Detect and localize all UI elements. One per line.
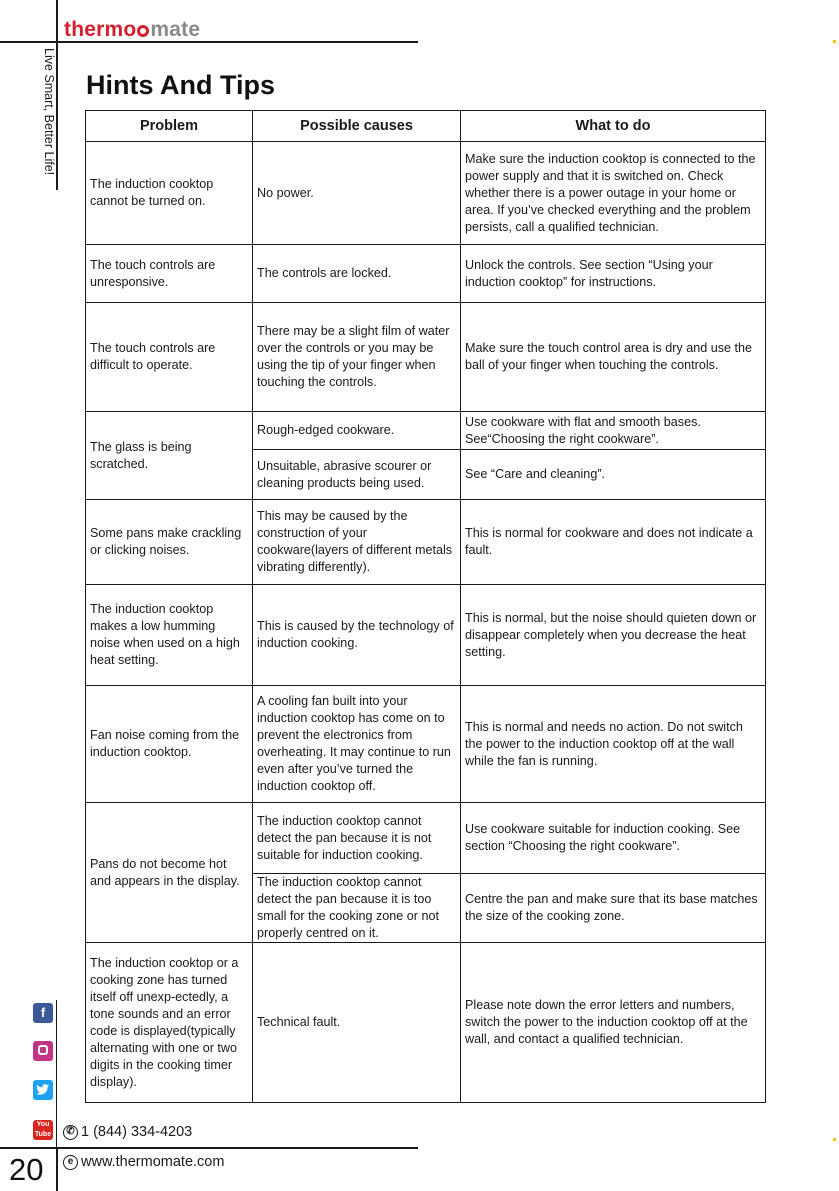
- hints-table: [85, 110, 766, 1103]
- cause-cell: The induction cooktop cannot detect the pan because it is too small for the cooking zone or not properly centred on it.: [253, 874, 461, 943]
- table-row: [86, 803, 766, 874]
- column-header-actions: What to do: [461, 111, 766, 142]
- problem-cell: The glass is being scratched.: [86, 412, 253, 500]
- cause-cell: No power.: [253, 142, 461, 245]
- header-vertical-rule: [56, 0, 58, 190]
- column-header-causes: Possible causes: [253, 111, 461, 142]
- brand-logo: thermo mate: [64, 18, 201, 41]
- problem-cell: Some pans make crackling or clicking noises.: [86, 500, 253, 585]
- footer-horizontal-rule: [0, 1147, 418, 1149]
- problem-cell: The induction cooktop or a cooking zone has turned itself off unexp-ectedly, a tone sounds and an error code is displayed(typically alternating with one or two digits in the cooking timer display).: [86, 943, 253, 1103]
- problem-cell: The touch controls are unresponsive.: [86, 245, 253, 303]
- instagram-icon[interactable]: [33, 1041, 53, 1061]
- action-cell: Make sure the touch control area is dry and use the ball of your finger when touching the controls.: [461, 303, 766, 412]
- cause-cell: Rough-edged cookware.: [253, 412, 461, 450]
- table-row: [86, 585, 766, 686]
- website-url: www.thermomate.com: [81, 1154, 225, 1170]
- edge-mark: [833, 1138, 836, 1141]
- facebook-icon[interactable]: f: [33, 1003, 53, 1023]
- youtube-icon[interactable]: You Tube: [34, 1121, 52, 1138]
- problem-cell: Fan noise coming from the induction cooktop.: [86, 686, 253, 803]
- action-cell: Unlock the controls. See section “Using your induction cooktop” for instructions.: [461, 245, 766, 303]
- cause-cell: This may be caused by the construction of your cookware(layers of different metals vibrating differently).: [253, 500, 461, 585]
- problem-cell: The induction cooktop cannot be turned on.: [86, 142, 253, 245]
- twitter-icon[interactable]: [33, 1080, 53, 1100]
- phone-icon: ✆: [63, 1125, 78, 1140]
- action-cell: Please note down the error letters and numbers, switch the power to the induction cooktop off at the wall, and contact a qualified technician.: [461, 943, 766, 1103]
- table-row: [86, 412, 766, 450]
- globe-icon: e: [63, 1155, 78, 1170]
- tagline: Live Smart, Better Life!: [42, 48, 56, 176]
- action-cell: This is normal, but the noise should quieten down or disappear completely when you decrease the heat setting.: [461, 585, 766, 686]
- flame-icon: [137, 25, 149, 37]
- cause-cell: This is caused by the technology of induction cooking.: [253, 585, 461, 686]
- cause-cell: The controls are locked.: [253, 245, 461, 303]
- page-number: 20: [9, 1152, 44, 1187]
- action-cell: This is normal and needs no action. Do not switch the power to the induction cooktop off at the wall while the fan is running.: [461, 686, 766, 803]
- action-cell: Use cookware suitable for induction cooking. See section “Choosing the right cookware”.: [461, 803, 766, 874]
- cause-cell: The induction cooktop cannot detect the pan because it is not suitable for induction cooking.: [253, 803, 461, 874]
- footer-vertical-rule: [56, 1148, 58, 1191]
- phone-number: 1 (844) 334-4203: [81, 1124, 193, 1140]
- table-row: [86, 303, 766, 412]
- table-row: [86, 245, 766, 303]
- problem-cell: The induction cooktop makes a low humming noise when used on a high heat setting.: [86, 585, 253, 686]
- action-cell: Make sure the induction cooktop is connected to the power supply and that it is switched on. Check whether there is a power outage in your home or area. If you’ve checked everything and the problem persists, call a qualified technician.: [461, 142, 766, 245]
- table-row: [86, 943, 766, 1103]
- contact-phone[interactable]: [63, 1124, 192, 1140]
- table-row: [86, 500, 766, 585]
- action-cell: Use cookware with flat and smooth bases. See“Choosing the right cookware”.: [461, 412, 766, 450]
- cause-cell: Unsuitable, abrasive scourer or cleaning products being used.: [253, 450, 461, 500]
- edge-mark: [833, 40, 836, 43]
- footer-side-rule: [56, 1000, 57, 1148]
- problem-cell: Pans do not become hot and appears in the display.: [86, 803, 253, 943]
- table-row: [86, 686, 766, 803]
- column-header-problem: Problem: [86, 111, 253, 142]
- cause-cell: Technical fault.: [253, 943, 461, 1103]
- cause-cell: A cooling fan built into your induction cooktop has come on to prevent the electronics from overheating. It may continue to run even after you’ve turned the induction cooktop off.: [253, 686, 461, 803]
- table-header-row: [86, 111, 766, 142]
- page-title: Hints And Tips: [86, 70, 275, 100]
- table-row: [86, 142, 766, 245]
- cause-cell: There may be a slight film of water over the controls or you may be using the tip of your finger when touching the controls.: [253, 303, 461, 412]
- action-cell: This is normal for cookware and does not indicate a fault.: [461, 500, 766, 585]
- problem-cell: The touch controls are difficult to operate.: [86, 303, 253, 412]
- header-horizontal-rule: [0, 41, 418, 43]
- action-cell: Centre the pan and make sure that its base matches the size of the cooking zone.: [461, 874, 766, 943]
- contact-website[interactable]: [63, 1154, 224, 1170]
- action-cell: See “Care and cleaning”.: [461, 450, 766, 500]
